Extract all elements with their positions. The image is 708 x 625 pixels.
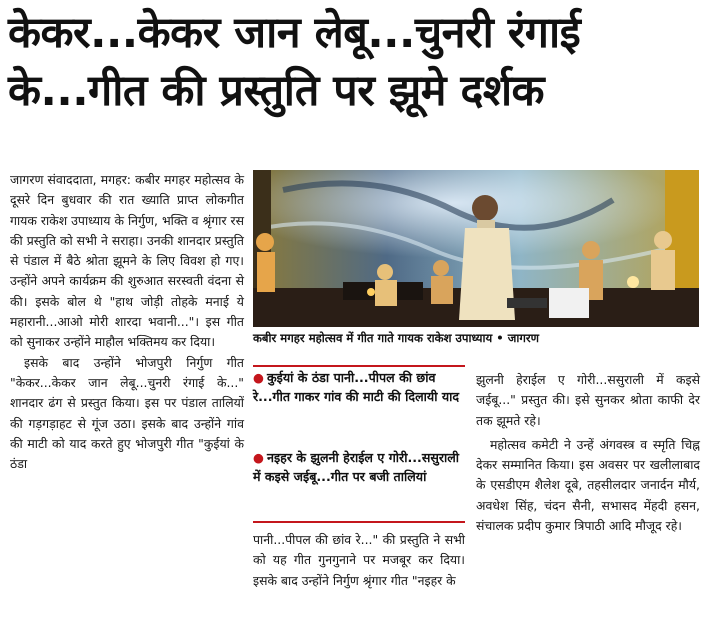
article-paragraph: जागरण संवाददाता, मगहर: कबीर मगहर महोत्सव के दूसरे दिन बुधवार की रात ख्याति प्राप्त लोकगीत गायक राकेश उपाध्याय के निर्गुण, भक्ति व श्रृंगार रस की प्रस्तुति को सभी ने सराहा। उनकी शानदार प्रस्तुति से पंडाल में बैठे श्रोता झूमने के लिए विवश हो गए। उन्होंने अपने कार्यक्रम की शुरुआत सरस्वती वंदना से की। इसके बोल थे "हाथ जोड़ी तोहके मनाई ये महारानी...आओ मोरी शारदा भवानी..."। इस गीत को सुनाकर उन्होंने माहौल भक्तिमय कर दिया। bbox=[10, 172, 244, 350]
article-paragraph: महोत्सव कमेटी ने उन्हें अंगवस्त्र व स्मृति चिह्न देकर सम्मानित किया। इस अवसर पर खलीलाबाद के एसडीएम शैलेश दूबे, तहसीलदार जनार्दन मौर्य, अवधेश सिंह, चंदन सैनी, सभासद मेंहदी हसन, संचालक प्रदीप कुमार त्रिपाठी आदि मौजूद रहे। bbox=[476, 436, 700, 534]
bullet-icon: ● bbox=[253, 370, 264, 385]
headline bbox=[8, 4, 700, 120]
pull-quote-text: नइहर के झुलनी हेराईल ए गोरी...ससुराली में कइसे जईबू...गीत पर बजी तालियां bbox=[253, 450, 460, 484]
article-column-2 bbox=[253, 530, 465, 591]
headline-line-1: केकर...केकर जान लेबू...चुनरी रंगाई bbox=[8, 8, 581, 58]
stage-photo-illustration bbox=[253, 170, 699, 327]
pull-quote bbox=[253, 369, 465, 406]
article-paragraph: इसके बाद उन्होंने भोजपुरी निर्गुण गीत "केकर...केकर जान लेबू...चुनरी रंगाई के..." शानदार ढंग से प्रस्तुत किया। इस पर पंडाल तालियों की गड़गड़ाहट से गूंज उठा। इसके बाद उन्होंने गांव की माटी को याद करते हुए भोजपुरी गीत "कुईयां के ठंडा bbox=[10, 354, 244, 472]
news-photo bbox=[253, 170, 699, 327]
article-column-3 bbox=[476, 370, 700, 536]
divider-bottom bbox=[253, 521, 465, 523]
article-paragraph: झुलनी हेराईल ए गोरी...ससुराली में कइसे जईबू..." प्रस्तुत की। इसे सुनकर श्रोता काफी देर तक झूमते रहे। bbox=[476, 372, 700, 428]
bullet-icon: ● bbox=[253, 450, 264, 465]
pull-quote bbox=[253, 449, 465, 486]
photo-caption: कबीर मगहर महोत्सव में गीत गाते गायक राकेश उपाध्याय • जागरण bbox=[253, 331, 540, 345]
pull-quote-text: कुईयां के ठंडा पानी...पीपल की छांव रे...गीत गाकर गांव की माटी की दिलायी याद bbox=[253, 370, 460, 404]
divider-top bbox=[253, 365, 465, 367]
article-paragraph: पानी...पीपल की छांव रे..." की प्रस्तुति ने सभी को यह गीत गुनगुनाने पर मजबूर कर दिया। इसके बाद उन्होंने निर्गुण श्रृंगार गीत "नइहर के bbox=[253, 532, 465, 588]
article-column-1 bbox=[10, 170, 244, 474]
headline-line-2: के...गीत की प्रस्तुति पर झूमे दर्शक bbox=[8, 66, 545, 116]
